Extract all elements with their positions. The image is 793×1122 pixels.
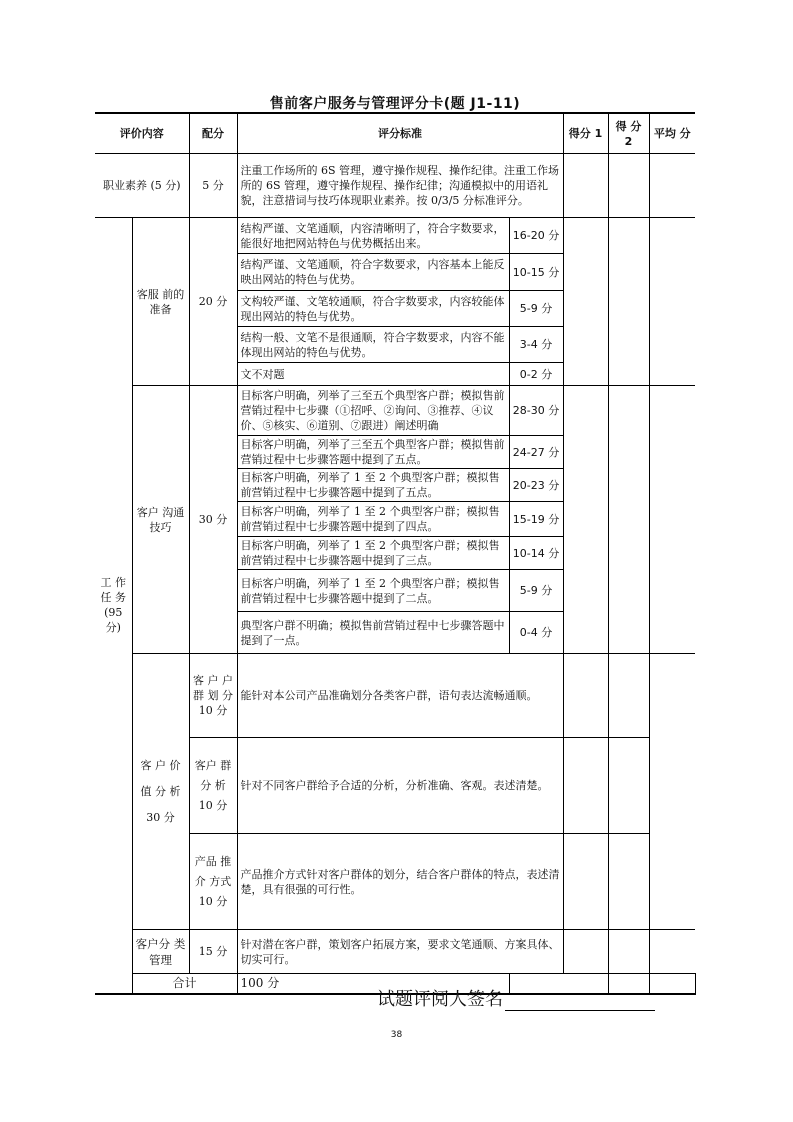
mgmt-row	[95, 930, 695, 974]
mgmt-score2-cell[interactable]	[608, 930, 649, 974]
header-criteria: 评分标准	[237, 113, 563, 154]
comm-row	[95, 386, 695, 436]
value-criteria: 能针对本公司产品准确划分各类客户群，语句表达流畅通顺。	[237, 654, 563, 738]
prep-range: 3-4 分	[509, 327, 563, 363]
prep-score1-cell[interactable]	[563, 218, 608, 386]
header-content: 评价内容	[95, 113, 189, 154]
score1-cell[interactable]	[563, 154, 608, 218]
prep-range: 0-2 分	[509, 363, 563, 386]
total-points: 100 分	[237, 974, 509, 994]
value-score2-cell[interactable]	[608, 738, 649, 834]
header-row	[95, 113, 695, 154]
value-sub-label: 客户 群分 析 10 分	[189, 738, 237, 834]
prep-criteria: 结构一般、文笔不是很通顺，符合字数要求，内容不能体现出网站的特色与优势。	[237, 327, 509, 363]
value-label: 客 户 价 值 分 析 30 分	[132, 654, 189, 930]
header-avg: 平均 分	[649, 113, 695, 154]
avg-cell[interactable]	[649, 154, 695, 218]
comm-criteria: 典型客户群不明确；模拟售前营销过程中七步骤答题中提到了一点。	[237, 612, 509, 654]
score-card-table	[95, 112, 695, 995]
comm-range: 15-19 分	[509, 502, 563, 537]
prep-avg-cell[interactable]	[649, 218, 695, 386]
professional-row	[95, 154, 695, 218]
value-avg-cell[interactable]	[649, 654, 695, 930]
prep-row	[95, 218, 695, 254]
comm-criteria: 目标客户明确，列举了三至五个典型客户群；模拟售前营销过程中七步骤（①招呼、②询问、③推荐、④议价、⑤核实、⑥道别、⑦跟进）阐述明确	[237, 386, 509, 436]
mgmt-points: 15 分	[189, 930, 237, 974]
score2-cell[interactable]	[608, 154, 649, 218]
page-title: 售前客户服务与管理评分卡(题 J1-11)	[269, 96, 521, 112]
value-criteria: 产品推介方式针对客户群体的划分，结合客户群体的特点，表述清楚，具有很强的可行性。	[237, 834, 563, 930]
comm-range: 0-4 分	[509, 612, 563, 654]
value-sub-label: 客 户 户 群 划 分 10 分	[189, 654, 237, 738]
prep-range: 5-9 分	[509, 291, 563, 327]
comm-criteria: 目标客户明确，列举了 1 至 2 个典型客户群；模拟售前营销过程中七步骤答题中提到了三点。	[237, 537, 509, 570]
professional-criteria: 注重工作场所的 6S 管理，遵守操作规程、操作纪律。注重工作场所的 6S 管理，遵守操作规程、操作纪律；沟通模拟中的用语礼貌，注意措词与技巧体现职业素养。按 0/3/5 分标准评分。	[237, 154, 563, 218]
comm-range: 5-9 分	[509, 570, 563, 612]
prep-range: 10-15 分	[509, 254, 563, 291]
comm-label: 客户 沟通 技巧	[132, 386, 189, 654]
header-score1: 得分 1	[563, 113, 608, 154]
comm-range: 24-27 分	[509, 436, 563, 469]
comm-score1-cell[interactable]	[563, 386, 608, 654]
signature-line[interactable]	[505, 990, 655, 1011]
value-score1-cell[interactable]	[563, 738, 608, 834]
header-points: 配分	[189, 113, 237, 154]
signature-area	[377, 985, 655, 1011]
header-score2: 得 分 2	[608, 113, 649, 154]
comm-avg-cell[interactable]	[649, 386, 695, 654]
prep-range: 16-20 分	[509, 218, 563, 254]
value-score2-cell[interactable]	[608, 654, 649, 738]
comm-criteria: 目标客户明确，列举了 1 至 2 个典型客户群；模拟售前营销过程中七步骤答题中提到了二点。	[237, 570, 509, 612]
professional-label: 职业素养 (5 分)	[95, 154, 189, 218]
mgmt-criteria: 针对潜在客户群，策划客户拓展方案，要求文笔通顺、方案具体、切实可行。	[237, 930, 563, 974]
total-score2-cell[interactable]	[649, 974, 695, 994]
comm-criteria: 目标客户明确，列举了 1 至 2 个典型客户群；模拟售前营销过程中七步骤答题中提到了四点。	[237, 502, 509, 537]
total-label: 合计	[132, 974, 237, 994]
comm-range: 10-14 分	[509, 537, 563, 570]
comm-criteria: 目标客户明确，列举了 1 至 2 个典型客户群；模拟售前营销过程中七步骤答题中提到了五点。	[237, 469, 509, 502]
comm-criteria: 目标客户明确，列举了三至五个典型客户群；模拟售前营销过程中七步骤答题中提到了五点。	[237, 436, 509, 469]
value-score1-cell[interactable]	[563, 834, 608, 930]
prep-criteria: 结构严谨、文笔通顺，符合字数要求，内容基本上能反映出网站的特色与优势。	[237, 254, 509, 291]
mgmt-score1-cell[interactable]	[563, 930, 608, 974]
mgmt-label: 客户分 类管理	[132, 930, 189, 974]
comm-points: 30 分	[189, 386, 237, 654]
page-number: 38	[390, 1030, 403, 1040]
professional-points: 5 分	[189, 154, 237, 218]
work-task-text: 工 作 任 务 (95 分)	[100, 576, 126, 635]
value-sub-label: 产品 推介 方式 10 分	[189, 834, 237, 930]
comm-range: 20-23 分	[509, 469, 563, 502]
signature-label: 试题评阅人签名	[377, 989, 503, 1010]
work-task-label	[95, 218, 132, 994]
prep-criteria: 文构较严谨、文笔较通顺，符合字数要求，内容较能体现出网站的特色与优势。	[237, 291, 509, 327]
comm-range: 28-30 分	[509, 386, 563, 436]
value-score1-cell[interactable]	[563, 654, 608, 738]
mgmt-avg-cell[interactable]	[649, 930, 695, 974]
prep-criteria: 结构严谨、文笔通顺，内容清晰明了，符合字数要求，能很好地把网站特色与优势概括出来。	[237, 218, 509, 254]
prep-points: 20 分	[189, 218, 237, 386]
comm-score2-cell[interactable]	[608, 386, 649, 654]
value-score2-cell[interactable]	[608, 834, 649, 930]
value-criteria: 针对不同客户群给予合适的分析，分析准确、客观。表述清楚。	[237, 738, 563, 834]
prep-score2-cell[interactable]	[608, 218, 649, 386]
prep-criteria: 文不对题	[237, 363, 509, 386]
prep-label: 客服 前的 准备	[132, 218, 189, 386]
value-row	[95, 654, 695, 738]
